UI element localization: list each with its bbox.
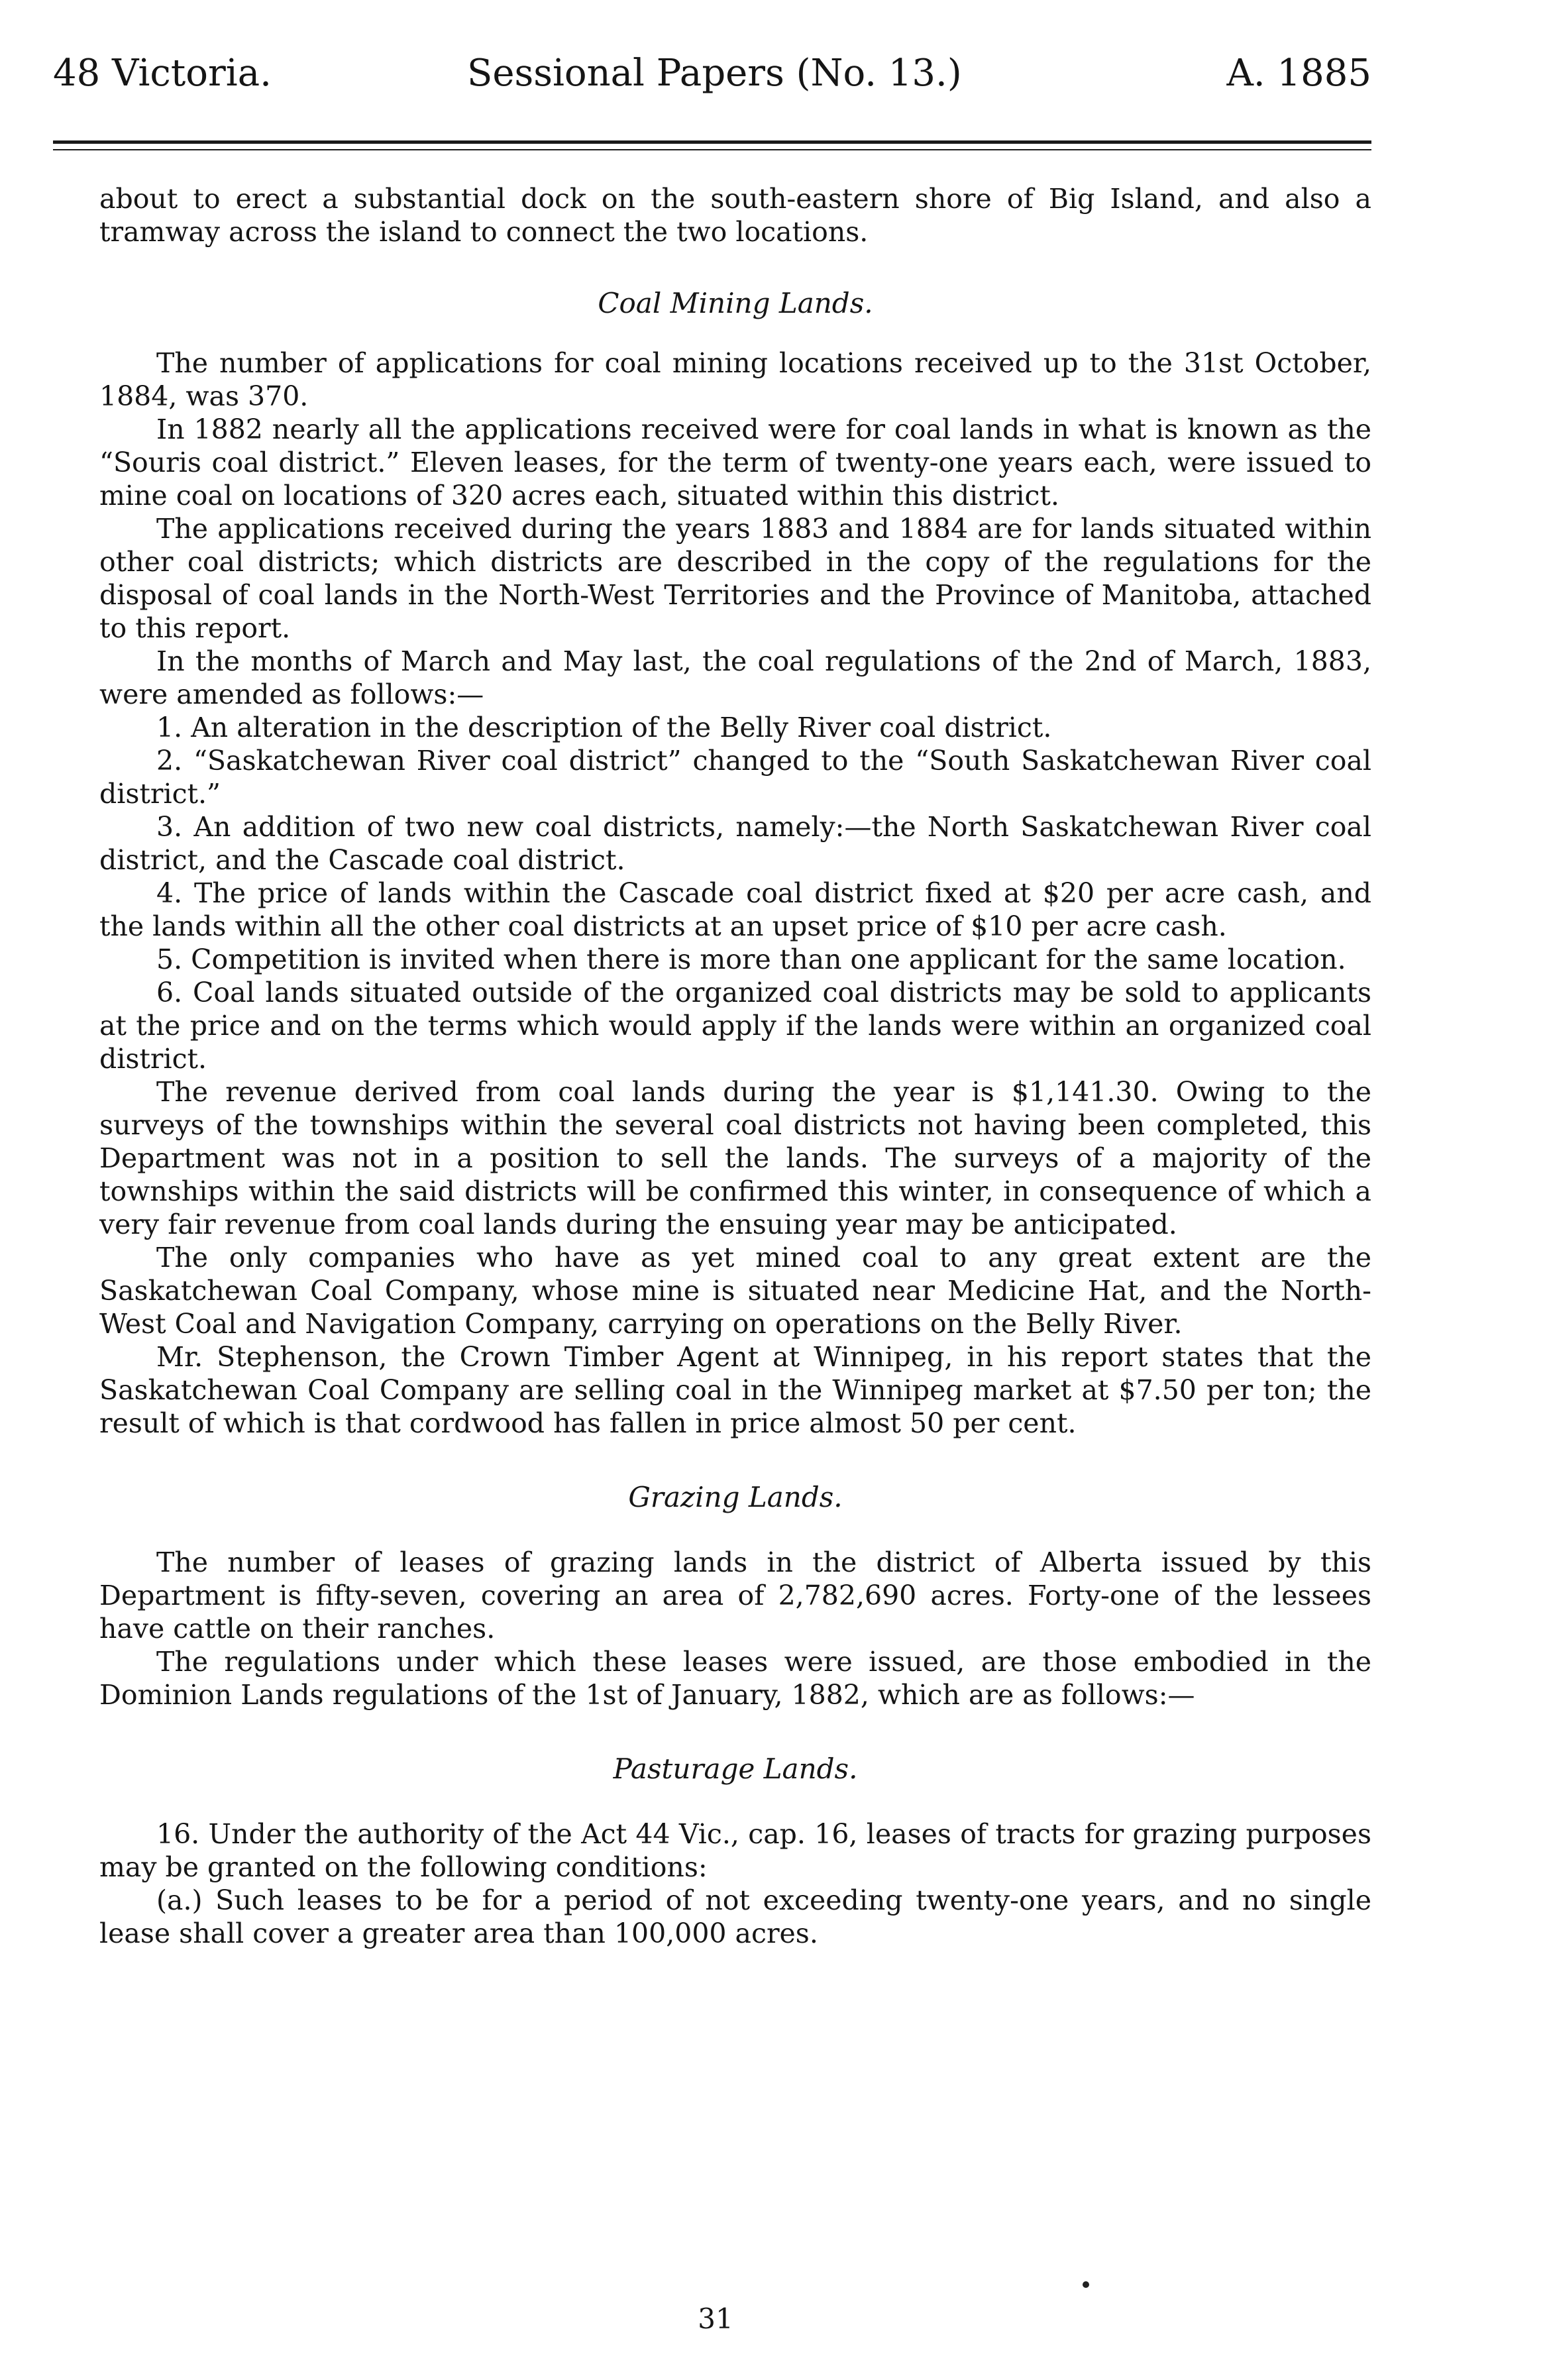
coal-paragraph-4: In the months of March and May last, the coal regulations of the 2nd of March, 1883, were amended as follows:— [99,645,1371,710]
amendment-item: 3. An addition of two new coal districts, namely:—the North Saskatchewan River coal district, and the Cascade coal district. [99,811,1371,876]
coal-paragraph-6: The only companies who have as yet mined coal to any great extent are the Saskatchewan Coal Company, whose mine is situated near Medicine Hat, and the North-West Coal and Navigation Company, carrying on operations on the Belly River. [99,1242,1371,1340]
section-heading-coal: Coal Mining Lands. [598,287,873,319]
section-heading-grazing: Grazing Lands. [628,1481,843,1513]
amendment-item: 5. Competition is invited when there is more than one applicant for the same location. [156,944,1346,975]
pasturage-paragraph-1: 16. Under the authority of the Act 44 Vic., cap. 16, leases of tracts for grazing purposes may be granted on the following conditions: [99,1818,1371,1883]
header-rule-thick [53,140,1371,144]
page-body [99,182,1371,1950]
coal-paragraph-3: The applications received during the years 1883 and 1884 are for lands situated within other coal districts; which districts are described in the copy of the regulations for the disposal of coal lands in the North-West Territories and the Province of Manitoba, attached to this report. [99,513,1371,644]
amendment-item: 2. “Saskatchewan River coal district” changed to the “South Saskatchewan River coal district.” [99,745,1371,810]
amendment-item: 1. An alteration in the description of the Belly River coal district. [156,712,1052,743]
grazing-paragraph-1: The number of leases of grazing lands in the district of Alberta issued by this Department is fifty-seven, covering an area of 2,782,690 acres. Forty-one of the lessees have cattle on their ranches. [99,1546,1371,1645]
header-title: Sessional Papers (No. 13.) [467,52,962,95]
ink-speck [1083,2281,1089,2288]
coal-paragraph-1: The number of applications for coal mining locations received up to the 31st October, 1884, was 370. [99,347,1371,412]
page-number: 31 [698,2302,733,2335]
grazing-paragraph-2: The regulations under which these leases were issued, are those embodied in the Dominion Lands regulations of the 1st of January, 1882, which are as follows:— [99,1646,1371,1711]
coal-paragraph-5: The revenue derived from coal lands during the year is $1,141.30. Owing to the surveys of the townships within the several coal districts not having been completed, this Department was not in a position to sell the lands. The surveys of a majority of the townships within the said districts will be confirmed this winter, in consequence of which a very fair revenue from coal lands during the ensuing year may be anticipated. [99,1076,1371,1240]
coal-paragraph-2: In 1882 nearly all the applications received were for coal lands in what is known as the “Souris coal district.” Eleven leases, for the term of twenty-one years each, were issued to mine coal on locations of 320 acres each, situated within this district. [99,413,1371,512]
amendment-item: 4. The price of lands within the Cascade coal district fixed at $20 per acre cash, and the lands within all the other coal districts at an upset price of $10 per acre cash. [99,877,1371,942]
header-year: A. 1885 [1226,52,1371,95]
header-rule-thin [53,149,1371,150]
pasturage-paragraph-2: (a.) Such leases to be for a period of not exceeding twenty-one years, and no single lease shall cover a greater area than 100,000 acres. [99,1884,1371,1949]
header-volume: 48 Victoria. [53,52,272,95]
amendment-item: 6. Coal lands situated outside of the organized coal districts may be sold to applicants at the price and on the terms which would apply if the lands were within an organized coal district. [99,977,1371,1075]
intro-paragraph: about to erect a substantial dock on the south-eastern shore of Big Island, and also a tramway across the island to connect the two locations. [99,183,1371,248]
section-heading-pasturage: Pasturage Lands. [613,1753,858,1785]
coal-paragraph-7: Mr. Stephenson, the Crown Timber Agent at Winnipeg, in his report states that the Saskatchewan Coal Company are selling coal in the Winnipeg market at $7.50 per ton; the result of which is that cordwood has fallen in price almost 50 per cent. [99,1341,1371,1439]
running-header [53,52,1371,111]
